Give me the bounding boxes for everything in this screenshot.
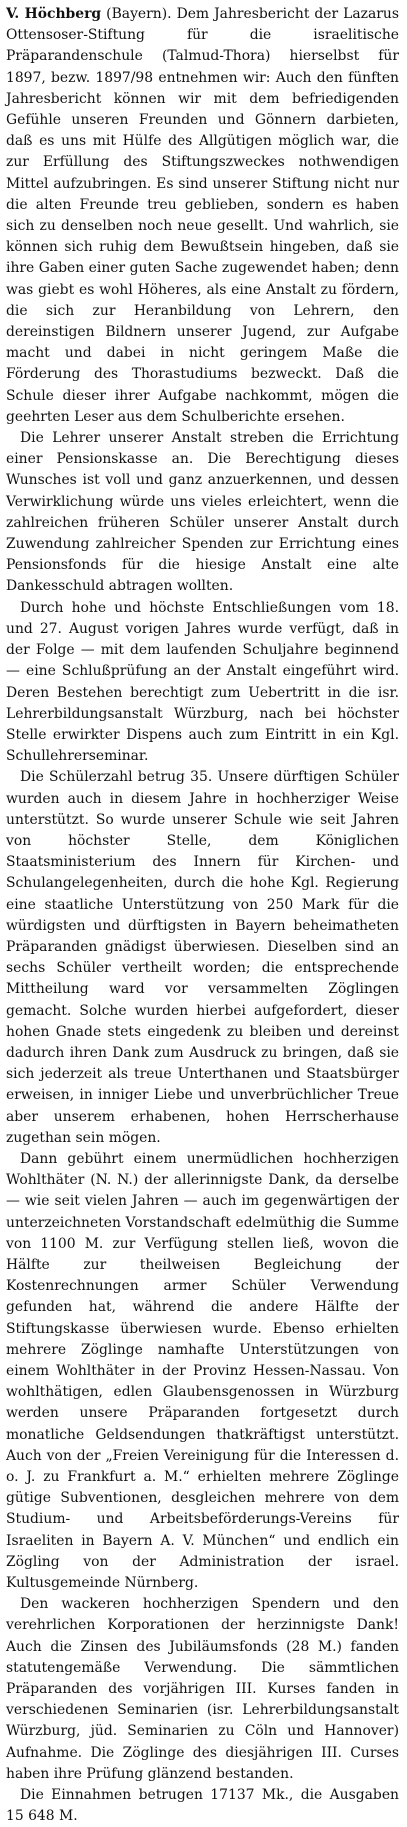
article-paragraph-5: Dann gebührt einem unermüdlichen hochherzigen Wohlthäter (N. N.) der allerinnigste Dank, da derselbe — wie seit vielen Jahren — auch im gegenwärtigen der unterzeichneten Vorstandschaft edelmüthig die Summe von 1100 M. zur Verfügung stellen ließ, wovon die Hälfte zur theilweisen Begleichung der Kostenrechnungen armer Schüler Verwendung gefunden hat, während die andere Hälfte der Stiftungskasse überwiesen wurde. Ebenso erhielten mehrere Zöglinge namhafte Unterstützungen von einem Wohlthäter in der Provinz Hessen-Nassau. Von wohlthätigen, edlen Glaubensgenossen in Würzburg werden unsere Präparanden fortgesetzt durch monatliche Geldsendungen thatkräftigst unterstützt. Auch von der „Freien Vereinigung für die Interessen d. o. J. zu Frankfurt a. M.“ erhielten mehrere Zöglinge gütige Subventionen, desgleichen mehrere von dem Studium- und Arbeitsbeförderungs-Vereins für Israeliten in Bayern A. V. München“ und endlich ein Zögling von der Administration der israel. Kultusgemeinde Nürnberg.	[6, 1150, 399, 1592]
article-heading: V. Höchberg	[6, 6, 102, 22]
article-paragraph-7: Die Einnahmen betrugen 17137 Mk., die Ausgaben 15 648 M.	[6, 1787, 399, 1825]
article-paragraph-6: Den wackeren hochherzigen Spendern und den verehrlichen Korporationen der herzinnigste Dank! Auch die Zinsen des Jubiläumsfonds (28 M.) fanden statutengemäße Verwendung. Die sämmtlichen Präparanden des vorjährigen III. Kurses fanden in verschiedenen Seminarien (isr. Lehrerbildungsanstalt Würzburg, jüd. Seminarien zu Cöln und Hannover) Aufnahme. Die Zöglinge des diesjährigen III. Curses haben ihre Prüfung glänzend bestanden.	[6, 1596, 399, 1782]
article-paragraph-1-text: Dem Jahresbericht der Lazarus Ottensoser-Stiftung für die israelitische Präparandenschule (Talmud-Thora) hierselbst für 1897, bezw. 1897/98 entnehmen wir: Auch den fünften Jahresbericht können wir mit dem befriedigenden Gefühle unseren Freunden und Gönnern darbieten, daß es uns mit Hülfe des Allgütigen möglich war, die zur Erfüllung des Stiftungszweckes nothwendigen Mittel aufzubringen. Es sind unserer Stiftung nicht nur die alten Freunde treu geblieben, sondern es haben sich zu denselben noch neue gesellt. Und wahrlich, sie können sich ruhig dem Bewußtsein hingeben, daß sie ihre Gaben einer guten Sache zugewendet haben; denn was giebt es wohl Höheres, als eine Anstalt zu fördern, die sich zur Heranbildung von Lehrern, den dereinstigen Bildnern unserer Jugend, zur Aufgabe macht und dabei in nicht geringem Maße die Förderung des Thorastudiums bezweckt. Daß die Schule dieser ihrer Aufgabe nachkommt, mögen die geehrten Leser aus dem Schulberichte ersehen.	[6, 6, 399, 425]
article-paragraph-1	[6, 4, 399, 428]
article-paragraph-2: Die Lehrer unserer Anstalt streben die Errichtung einer Pensionskasse an. Die Berechtigung dieses Wunsches ist voll und ganz anzuerkennen, und dessen Verwirklichung würde uns vieles erleichtert, wenn die zahlreichen früheren Schüler unserer Anstalt durch Zuwendung zahlreicher Spenden zur Errichtung eines Pensionsfonds für die hiesige Anstalt eine alte Dankesschuld abtragen wollten.	[6, 430, 399, 595]
article-region: (Bayern).	[106, 6, 172, 22]
article-paragraph-4: Die Schülerzahl betrug 35. Unsere dürftigen Schüler wurden auch in diesem Jahre in hochherziger Weise unterstützt. So wurde unserer Schule wie seit Jahren von höchster Stelle, dem Königlichen Staatsministerium des Innern für Kirchen- und Schulangelegenheiten, durch die hohe Kgl. Regierung eine staatliche Unterstützung von 250 Mark für die würdigsten und dürftigsten in Bayern beheimatheten Präparanden gnädigst überwiesen. Dieselben sind an sechs Schüler vertheilt worden; die entsprechende Mittheilung ward vor versammelten Zöglingen gemacht. Solche wurden hierbei aufgefordert, dieser hohen Gnade stets eingedenk zu bleiben und dereinst dadurch ihren Dank zum Ausdruck zu bringen, daß sie sich jederzeit als treue Unterthanen und Staatsbürger erweisen, in inniger Liebe und unverbrüchlicher Treue aber unserem erhabenen, hohen Herrscherhause zugethan sein mögen.	[6, 769, 399, 1146]
article-paragraph-3: Durch hohe und höchste Entschließungen vom 18. und 27. August vorigen Jahres wurde verfügt, daß in der Folge — mit dem laufenden Schuljahre beginnend — eine Schlußprüfung an der Anstalt eingeführt wird. Deren Bestehen berechtigt zum Uebertritt in die isr. Lehrerbildungsanstalt Würzburg, nach bei höchster Stelle erwirkter Dispens auch zum Eintritt in ein Kgl. Schullehrerseminar.	[6, 599, 399, 765]
